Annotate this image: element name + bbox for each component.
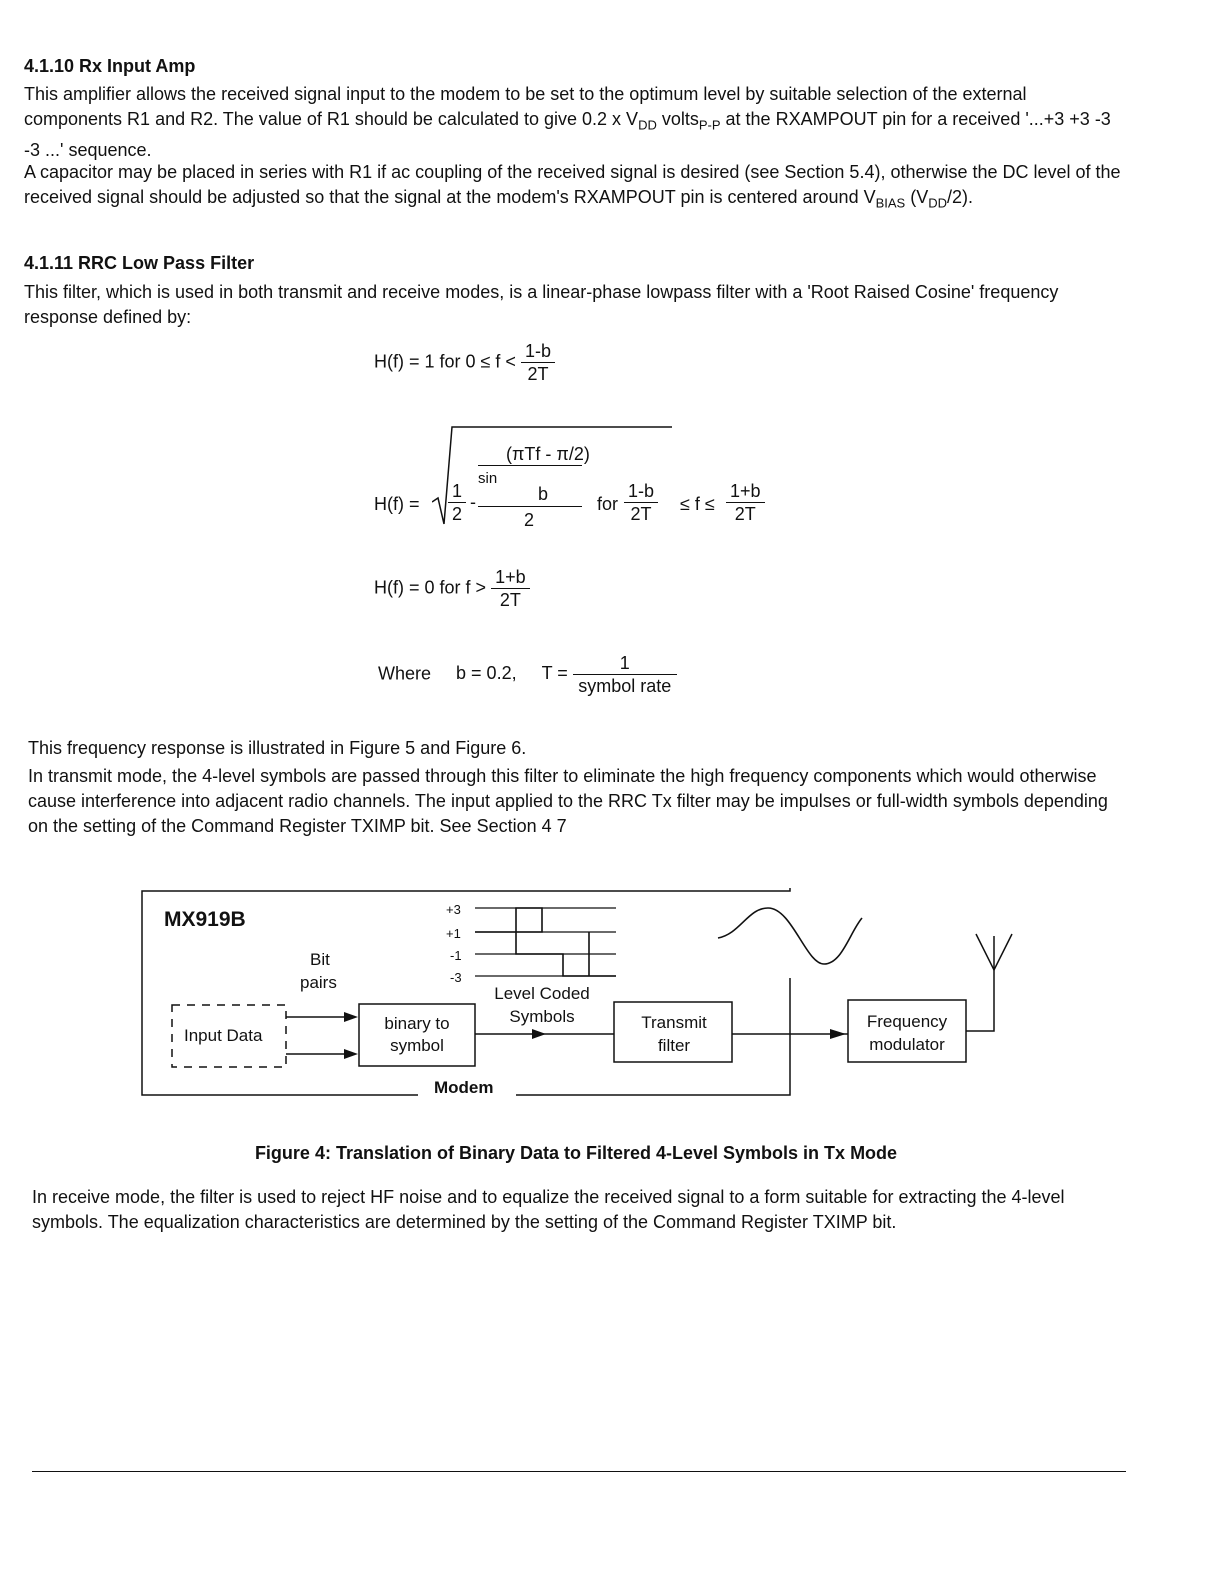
numerator: 1+b [491, 566, 530, 589]
level-label: -3 [450, 970, 462, 985]
equation-1 [374, 340, 555, 385]
rrc-paragraph-2: This frequency response is illustrated in Figure 5 and Figure 6. [28, 738, 527, 758]
tx-line1: Transmit [641, 1013, 707, 1032]
figure-4-caption: Figure 4: Translation of Binary Data to Filtered 4-Level Symbols in Tx Mode [254, 1143, 898, 1163]
b2s-line2: symbol [390, 1036, 444, 1055]
rrc-paragraph-4: In receive mode, the filter is used to reject HF noise and to equalize the received signal to a form suitable for extracting the 4-level symbols. The equalization characteristics are determined by the setting of the Command Register TXIMP bit. [32, 1187, 1065, 1232]
subscript: DD [638, 117, 657, 133]
fraction-high [726, 480, 765, 525]
for-word: for [597, 494, 619, 514]
denominator: 2T [527, 364, 549, 384]
lcs-line2: Symbols [509, 1007, 575, 1026]
text: This amplifier allows the received signal input to the modem to be set to the optimum level by suitable selection of the external components R1 and R2. The value of R1 should be calculated to give 0.2 x V [24, 84, 1027, 129]
pairs-label: pairs [300, 973, 337, 992]
level-label: +3 [446, 902, 461, 917]
subscript: BIAS [875, 195, 906, 211]
section-heading-rx-input-amp: 4.1.10 Rx Input Amp [24, 56, 196, 76]
denominator: 2T [734, 504, 756, 524]
denominator: 2T [630, 504, 652, 524]
denominator: symbol rate [578, 676, 672, 696]
lcs-line1: Level Coded [494, 984, 590, 1003]
sqrt-radical [432, 424, 992, 534]
equation-4 [378, 652, 677, 697]
inequality: ≤ f ≤ [680, 494, 715, 514]
numerator: 1-b [624, 480, 658, 503]
bit-label: Bit [310, 950, 330, 969]
footer-divider [32, 1471, 1126, 1472]
rx-amp-paragraph-1 [24, 82, 1124, 163]
chip-label: MX919B [164, 908, 246, 931]
t-lhs: T = [541, 663, 568, 684]
fraction [573, 652, 677, 697]
where-word: Where [378, 663, 432, 684]
figure-4-diagram [0, 860, 1224, 1120]
rx-amp-paragraph-2 [24, 160, 1124, 216]
text: volts [656, 109, 699, 129]
b2s-line1: binary to [384, 1014, 450, 1033]
fraction [491, 566, 530, 611]
rrc-paragraph-1: This filter, which is used in both transmit and receive modes, is a linear-phase lowpass filter with a 'Root Raised Cosine' frequency response defined by: [24, 282, 1059, 327]
fm-line1: Frequency [866, 1012, 948, 1031]
fraction-half [448, 480, 466, 525]
fraction [521, 340, 555, 385]
equation-3 [374, 566, 530, 611]
inner-denominator: b [538, 484, 549, 504]
eq-lhs: H(f) = [374, 494, 420, 514]
input-data-label: Input Data [184, 1026, 263, 1045]
text: (V [905, 187, 929, 207]
subscript: P-P [698, 117, 721, 133]
denominator: 2 [452, 504, 463, 524]
section-heading-rrc-filter: 4.1.11 RRC Low Pass Filter [24, 253, 255, 273]
inner-fraction-bar [478, 465, 582, 466]
text: A capacitor may be placed in series with R1 if ac coupling of the received signal is desired (see Section 5.4), otherwise the DC level of the received signal should be adjusted so that the signal at the modem's RXAMPOUT pin is centered around V [24, 162, 1121, 207]
text: at the RXAMPOUT pin for a received '...+3 +3 -3 -3 ...' sequence. [24, 109, 1111, 160]
sin-label: sin [478, 470, 498, 487]
minus-sign: - [470, 492, 476, 512]
level-label: -1 [450, 948, 462, 963]
modem-label: Modem [434, 1078, 494, 1097]
numerator: 1 [448, 480, 466, 503]
level-label: +1 [446, 926, 461, 941]
outer-fraction-bar [478, 506, 582, 507]
subscript: DD [928, 195, 948, 211]
eq-lhs: H(f) = 1 for 0 ≤ f < [374, 351, 516, 372]
eq-lhs: H(f) = 0 for f > [374, 577, 487, 598]
tx-line2: filter [657, 1036, 691, 1055]
fraction-low [624, 480, 658, 525]
b-value: b = 0.2, [456, 663, 517, 684]
equation-2 [374, 424, 794, 534]
numerator: 1+b [726, 480, 765, 503]
numerator: 1-b [521, 340, 555, 363]
fm-line2: modulator [869, 1035, 945, 1054]
inner-numerator: (πTf - π/2) [506, 444, 590, 464]
outer-denominator: 2 [524, 510, 535, 530]
rrc-paragraph-3: In transmit mode, the 4-level symbols are passed through this filter to eliminate the high frequency components which would otherwise cause interference into adjacent radio channels. The input applied to the RRC Tx filter may be impulses or full-width symbols depending on the setting of the Command Register TXIMP bit. See Section 4 7 [28, 766, 1108, 836]
text: /2). [947, 187, 974, 207]
denominator: 2T [499, 590, 521, 610]
numerator: 1 [573, 652, 677, 675]
